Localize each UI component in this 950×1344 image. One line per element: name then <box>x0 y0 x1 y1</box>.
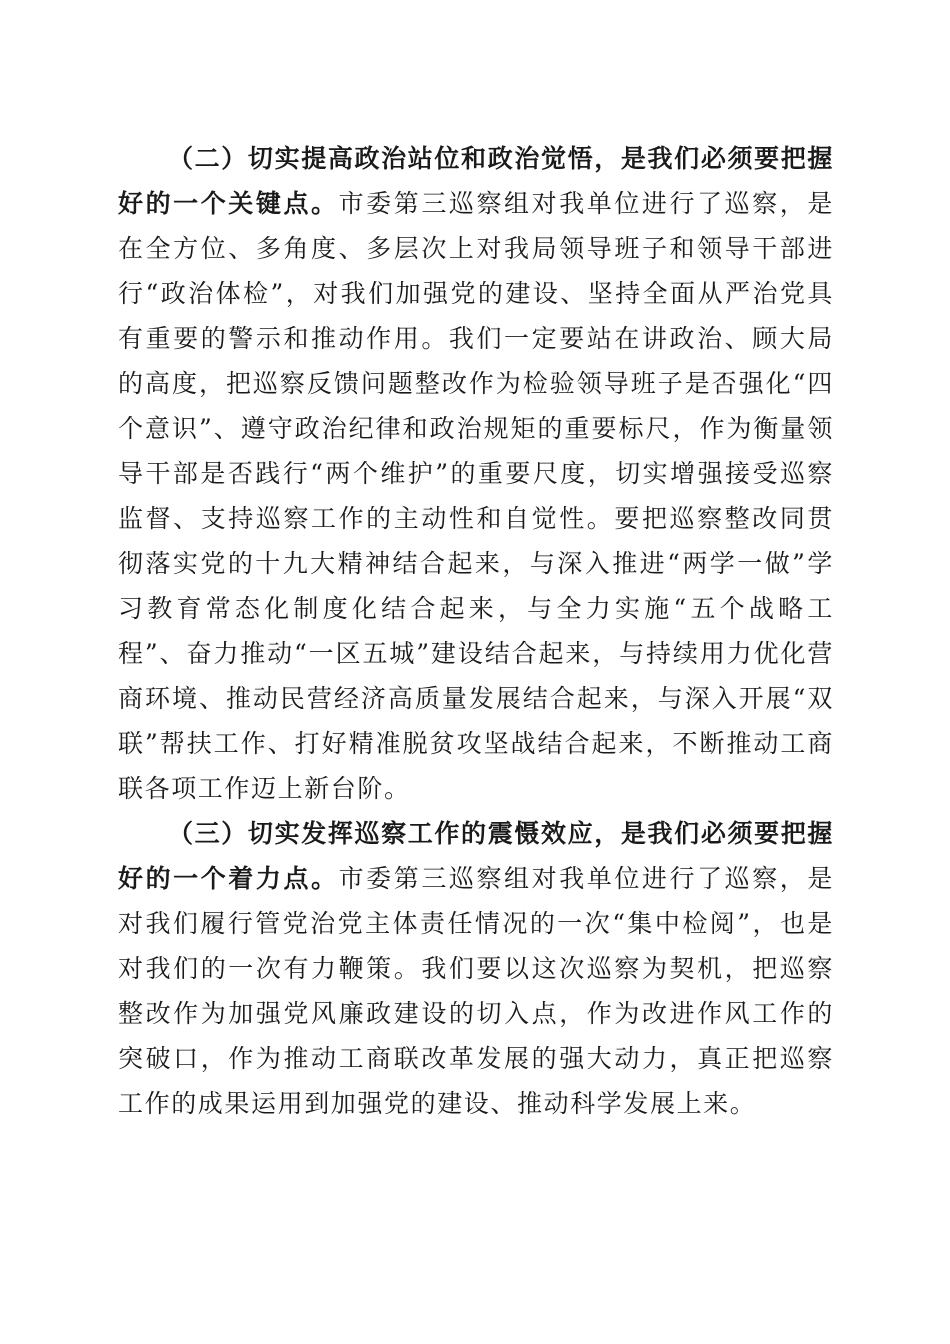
paragraph-body: 市委第三巡察组对我单位进行了巡察，是在全方位、多角度、多层次上对我局领导班子和领导干部进行“政治体检”，对我们加强党的建设、坚持全面从严治党具有重要的警示和推动作用。我们一定要站在讲政治、顾大局的高度，把巡察反馈问题整改作为检验领导班子是否强化“四个意识”、遵守政治纪律和政治规矩的重要标尺，作为衡量领导干部是否践行“两个维护”的重要尺度，切实增强接受巡察监督、支持巡察工作的主动性和自觉性。要把巡察整改同贯彻落实党的十九大精神结合起来，与深入推进“两学一做”学习教育常态化制度化结合起来，与全力实施“五个战略工程”、奋力推动“一区五城”建设结合起来，与持续用力优化营商环境、推动民营经济高质量发展结合起来，与深入开展“双联”帮扶工作、打好精准脱贫攻坚战结合起来，不断推动工商联各项工作迈上新台阶。 <box>118 189 834 803</box>
paragraph-section-3 <box>118 811 834 1126</box>
paragraph-heading: （二）切实提高政治站位和政治觉悟，是我们必须要把握好的一个关键点。 <box>118 144 834 218</box>
paragraph-heading: （三）切实发挥巡察工作的震慑效应，是我们必须要把握好的一个着力点。 <box>118 819 834 893</box>
paragraph-section-2 <box>118 136 834 811</box>
paragraph-body: 市委第三巡察组对我单位进行了巡察，是对我们履行管党治党主体责任情况的一次“集中检阅”，也是对我们的一次有力鞭策。我们要以这次巡察为契机，把巡察整改作为加强党风廉政建设的切入点，作为改进作风工作的突破口，作为推动工商联改革发展的强大动力，真正把巡察工作的成果运用到加强党的建设、推动科学发展上来。 <box>118 864 834 1118</box>
